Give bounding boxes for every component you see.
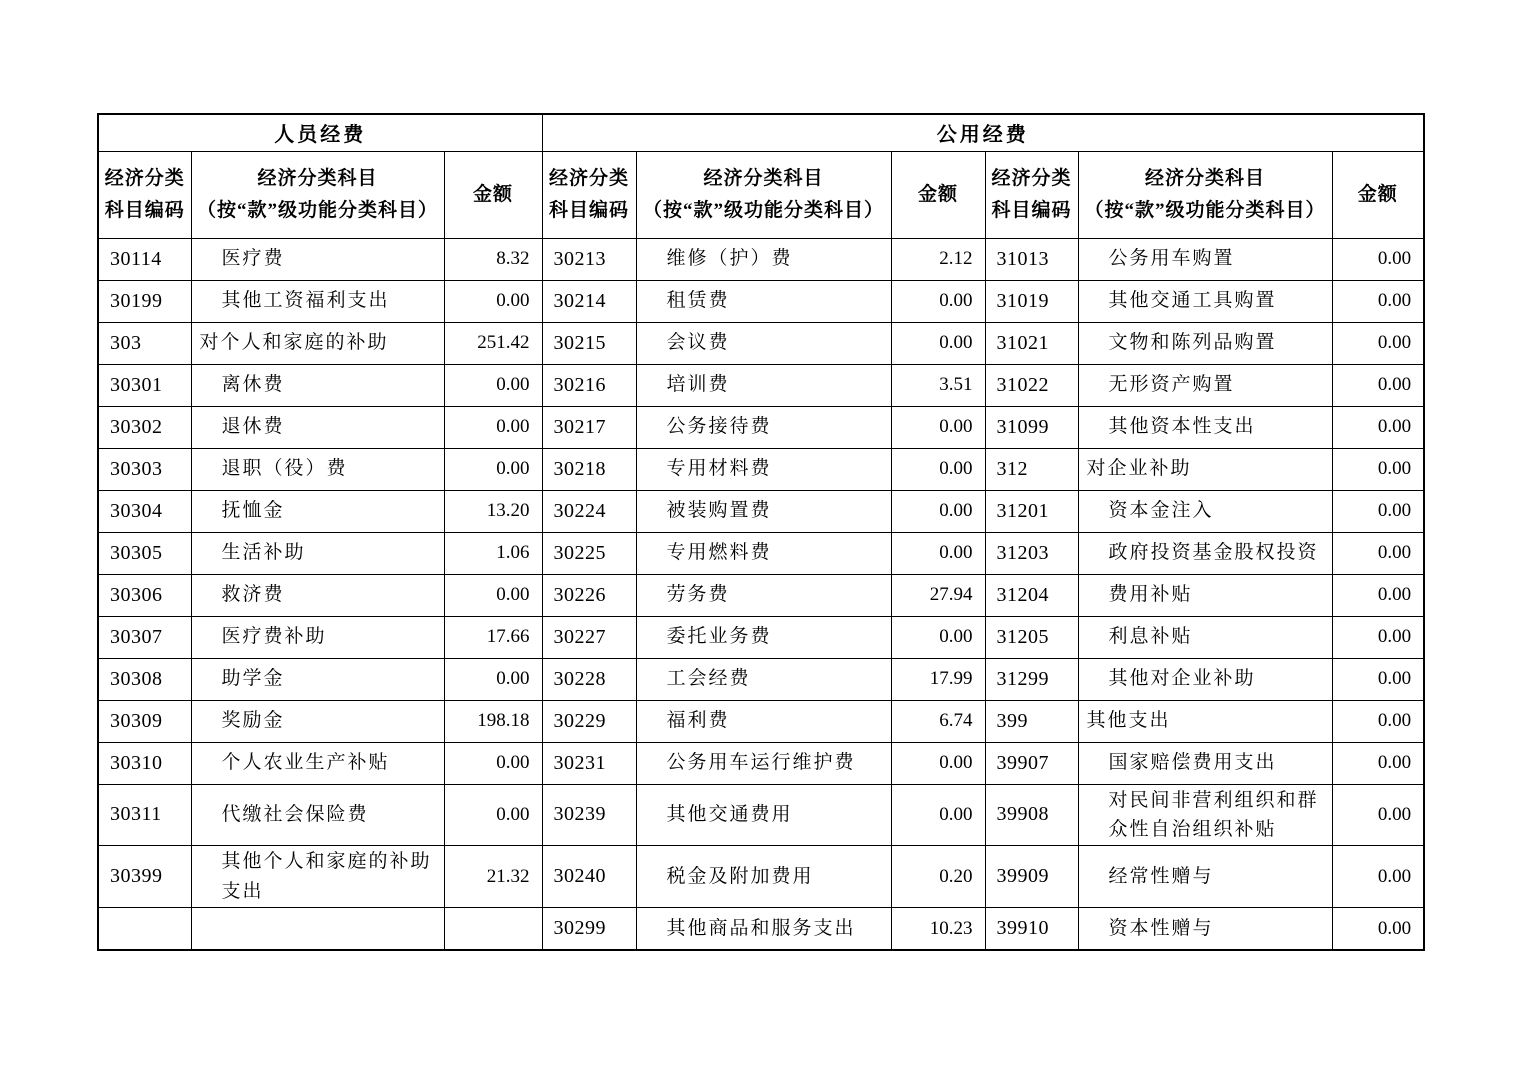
subject-cell: 医疗费补助 <box>191 616 444 658</box>
col-header-subject-line1: 经济分类科目 <box>257 168 378 190</box>
code-cell: 30217 <box>542 406 636 448</box>
code-cell: 30227 <box>542 616 636 658</box>
amount-cell: 0.00 <box>891 742 985 784</box>
code-cell: 31205 <box>985 616 1078 658</box>
subject-cell: 利息补贴 <box>1078 616 1332 658</box>
amount-cell: 0.00 <box>891 280 985 322</box>
code-cell: 31021 <box>985 322 1078 364</box>
subject-cell: 费用补贴 <box>1078 574 1332 616</box>
subject-cell: 对企业补助 <box>1078 448 1332 490</box>
amount-cell: 0.00 <box>444 364 542 406</box>
subject-cell: 专用燃料费 <box>636 532 891 574</box>
amount-cell: 0.00 <box>1332 322 1424 364</box>
code-cell: 31203 <box>985 532 1078 574</box>
subject-cell: 对民间非营利组织和群众性自治组织补贴 <box>1078 784 1332 846</box>
code-cell: 30228 <box>542 658 636 700</box>
code-cell: 30214 <box>542 280 636 322</box>
col-header-code-2 <box>542 151 636 238</box>
subject-cell <box>191 908 444 950</box>
subject-cell: 政府投资基金股权投资 <box>1078 532 1332 574</box>
table-row <box>98 616 1424 658</box>
amount-cell: 0.00 <box>1332 280 1424 322</box>
table-row <box>98 238 1424 280</box>
amount-cell: 17.99 <box>891 658 985 700</box>
code-cell: 30308 <box>98 658 191 700</box>
code-cell: 30225 <box>542 532 636 574</box>
subject-cell: 其他工资福利支出 <box>191 280 444 322</box>
amount-cell: 251.42 <box>444 322 542 364</box>
subject-cell: 奖励金 <box>191 700 444 742</box>
amount-cell: 0.00 <box>1332 364 1424 406</box>
code-cell: 30199 <box>98 280 191 322</box>
amount-cell: 0.00 <box>1332 658 1424 700</box>
code-cell: 30309 <box>98 700 191 742</box>
code-cell: 30310 <box>98 742 191 784</box>
subject-cell: 培训费 <box>636 364 891 406</box>
subject-cell: 维修（护）费 <box>636 238 891 280</box>
code-cell: 30306 <box>98 574 191 616</box>
amount-cell: 0.00 <box>891 448 985 490</box>
code-cell: 30229 <box>542 700 636 742</box>
amount-cell: 0.00 <box>1332 784 1424 846</box>
subject-cell: 资本金注入 <box>1078 490 1332 532</box>
subject-cell: 代缴社会保险费 <box>191 784 444 846</box>
subject-cell: 其他商品和服务支出 <box>636 908 891 950</box>
table-row <box>98 846 1424 908</box>
code-cell: 30215 <box>542 322 636 364</box>
amount-cell: 0.00 <box>1332 448 1424 490</box>
table-row <box>98 658 1424 700</box>
col-header-subject-line2: （按“款”级功能分类科目） <box>196 199 438 221</box>
amount-cell: 0.00 <box>1332 574 1424 616</box>
table-row <box>98 490 1424 532</box>
subject-cell: 退职（役）费 <box>191 448 444 490</box>
amount-cell: 0.00 <box>891 784 985 846</box>
subject-cell: 公务用车购置 <box>1078 238 1332 280</box>
subject-cell: 文物和陈列品购置 <box>1078 322 1332 364</box>
subject-cell: 生活补助 <box>191 532 444 574</box>
table-row <box>98 574 1424 616</box>
amount-cell: 0.00 <box>444 448 542 490</box>
subject-cell: 无形资产购置 <box>1078 364 1332 406</box>
subject-cell: 其他对企业补助 <box>1078 658 1332 700</box>
code-cell: 31204 <box>985 574 1078 616</box>
code-cell: 30231 <box>542 742 636 784</box>
table-row <box>98 448 1424 490</box>
code-cell: 31201 <box>985 490 1078 532</box>
code-cell: 30304 <box>98 490 191 532</box>
subject-cell: 经常性赠与 <box>1078 846 1332 908</box>
table-row <box>98 280 1424 322</box>
subject-cell: 公务接待费 <box>636 406 891 448</box>
table-body <box>98 238 1424 950</box>
table-row <box>98 532 1424 574</box>
table-row <box>98 908 1424 950</box>
amount-cell: 0.00 <box>444 280 542 322</box>
subject-cell: 劳务费 <box>636 574 891 616</box>
amount-cell: 0.00 <box>1332 490 1424 532</box>
code-cell <box>98 908 191 950</box>
amount-cell: 0.20 <box>891 846 985 908</box>
amount-cell <box>444 908 542 950</box>
subject-cell: 工会经费 <box>636 658 891 700</box>
amount-cell: 0.00 <box>891 532 985 574</box>
col-header-subject-line2: （按“款”级功能分类科目） <box>1084 199 1326 221</box>
subject-cell: 国家赔偿费用支出 <box>1078 742 1332 784</box>
table-row <box>98 322 1424 364</box>
table-row <box>98 742 1424 784</box>
subject-cell: 会议费 <box>636 322 891 364</box>
amount-cell: 198.18 <box>444 700 542 742</box>
column-header-row <box>98 151 1424 238</box>
subject-cell: 资本性赠与 <box>1078 908 1332 950</box>
code-cell: 30301 <box>98 364 191 406</box>
subject-cell: 抚恤金 <box>191 490 444 532</box>
code-cell: 30213 <box>542 238 636 280</box>
group-header-public: 公用经费 <box>542 114 1424 151</box>
table-row <box>98 406 1424 448</box>
code-cell: 399 <box>985 700 1078 742</box>
amount-cell: 0.00 <box>1332 700 1424 742</box>
amount-cell: 0.00 <box>891 322 985 364</box>
col-header-code-1 <box>98 151 191 238</box>
subject-cell: 专用材料费 <box>636 448 891 490</box>
col-header-amount-2: 金额 <box>891 151 985 238</box>
subject-cell: 被装购置费 <box>636 490 891 532</box>
code-cell: 30305 <box>98 532 191 574</box>
code-cell: 31013 <box>985 238 1078 280</box>
col-header-subject-line1: 经济分类科目 <box>703 168 824 190</box>
subject-cell: 医疗费 <box>191 238 444 280</box>
code-cell: 30224 <box>542 490 636 532</box>
amount-cell: 6.74 <box>891 700 985 742</box>
amount-cell: 1.06 <box>444 532 542 574</box>
amount-cell: 17.66 <box>444 616 542 658</box>
economic-classification-table <box>97 113 1425 951</box>
amount-cell: 0.00 <box>444 784 542 846</box>
subject-cell: 对个人和家庭的补助 <box>191 322 444 364</box>
code-cell: 30218 <box>542 448 636 490</box>
amount-cell: 0.00 <box>1332 238 1424 280</box>
amount-cell: 0.00 <box>1332 846 1424 908</box>
budget-sheet <box>97 113 1425 951</box>
amount-cell: 0.00 <box>891 616 985 658</box>
amount-cell: 10.23 <box>891 908 985 950</box>
col-header-code-3 <box>985 151 1078 238</box>
subject-cell: 租赁费 <box>636 280 891 322</box>
subject-cell: 委托业务费 <box>636 616 891 658</box>
code-cell: 39909 <box>985 846 1078 908</box>
subject-cell: 其他支出 <box>1078 700 1332 742</box>
col-header-code-line2: 科目编码 <box>549 199 630 221</box>
col-header-code-line1: 经济分类 <box>104 168 185 190</box>
code-cell: 39908 <box>985 784 1078 846</box>
code-cell: 39910 <box>985 908 1078 950</box>
code-cell: 30240 <box>542 846 636 908</box>
table-row <box>98 364 1424 406</box>
subject-cell: 个人农业生产补贴 <box>191 742 444 784</box>
code-cell: 31299 <box>985 658 1078 700</box>
col-header-code-line2: 科目编码 <box>104 199 185 221</box>
subject-cell: 其他交通工具购置 <box>1078 280 1332 322</box>
col-header-amount-3: 金额 <box>1332 151 1424 238</box>
amount-cell: 2.12 <box>891 238 985 280</box>
amount-cell: 0.00 <box>444 574 542 616</box>
amount-cell: 0.00 <box>444 658 542 700</box>
amount-cell: 0.00 <box>1332 406 1424 448</box>
subject-cell: 助学金 <box>191 658 444 700</box>
subject-cell: 公务用车运行维护费 <box>636 742 891 784</box>
col-header-subject-3 <box>1078 151 1332 238</box>
amount-cell: 0.00 <box>444 742 542 784</box>
code-cell: 31022 <box>985 364 1078 406</box>
amount-cell: 0.00 <box>891 490 985 532</box>
table-row <box>98 700 1424 742</box>
col-header-subject-line2: （按“款”级功能分类科目） <box>643 199 885 221</box>
amount-cell: 21.32 <box>444 846 542 908</box>
group-header-row <box>98 114 1424 151</box>
code-cell: 312 <box>985 448 1078 490</box>
subject-cell: 福利费 <box>636 700 891 742</box>
subject-cell: 税金及附加费用 <box>636 846 891 908</box>
amount-cell: 27.94 <box>891 574 985 616</box>
code-cell: 30299 <box>542 908 636 950</box>
amount-cell: 8.32 <box>444 238 542 280</box>
amount-cell: 3.51 <box>891 364 985 406</box>
code-cell: 30399 <box>98 846 191 908</box>
subject-cell: 其他资本性支出 <box>1078 406 1332 448</box>
code-cell: 30303 <box>98 448 191 490</box>
col-header-code-line1: 经济分类 <box>991 168 1072 190</box>
code-cell: 39907 <box>985 742 1078 784</box>
col-header-subject-2 <box>636 151 891 238</box>
subject-cell: 离休费 <box>191 364 444 406</box>
code-cell: 30307 <box>98 616 191 658</box>
table-row <box>98 784 1424 846</box>
group-header-personnel: 人员经费 <box>98 114 542 151</box>
col-header-subject-1 <box>191 151 444 238</box>
subject-cell: 其他交通费用 <box>636 784 891 846</box>
col-header-amount-1: 金额 <box>444 151 542 238</box>
code-cell: 30239 <box>542 784 636 846</box>
code-cell: 30216 <box>542 364 636 406</box>
code-cell: 303 <box>98 322 191 364</box>
amount-cell: 0.00 <box>1332 616 1424 658</box>
amount-cell: 0.00 <box>891 406 985 448</box>
code-cell: 30311 <box>98 784 191 846</box>
amount-cell: 0.00 <box>1332 742 1424 784</box>
code-cell: 31099 <box>985 406 1078 448</box>
col-header-code-line1: 经济分类 <box>549 168 630 190</box>
subject-cell: 其他个人和家庭的补助支出 <box>191 846 444 908</box>
code-cell: 30302 <box>98 406 191 448</box>
col-header-subject-line1: 经济分类科目 <box>1145 168 1266 190</box>
amount-cell: 0.00 <box>1332 532 1424 574</box>
amount-cell: 13.20 <box>444 490 542 532</box>
col-header-code-line2: 科目编码 <box>991 199 1072 221</box>
code-cell: 30226 <box>542 574 636 616</box>
amount-cell: 0.00 <box>1332 908 1424 950</box>
subject-cell: 救济费 <box>191 574 444 616</box>
amount-cell: 0.00 <box>444 406 542 448</box>
code-cell: 30114 <box>98 238 191 280</box>
subject-cell: 退休费 <box>191 406 444 448</box>
code-cell: 31019 <box>985 280 1078 322</box>
